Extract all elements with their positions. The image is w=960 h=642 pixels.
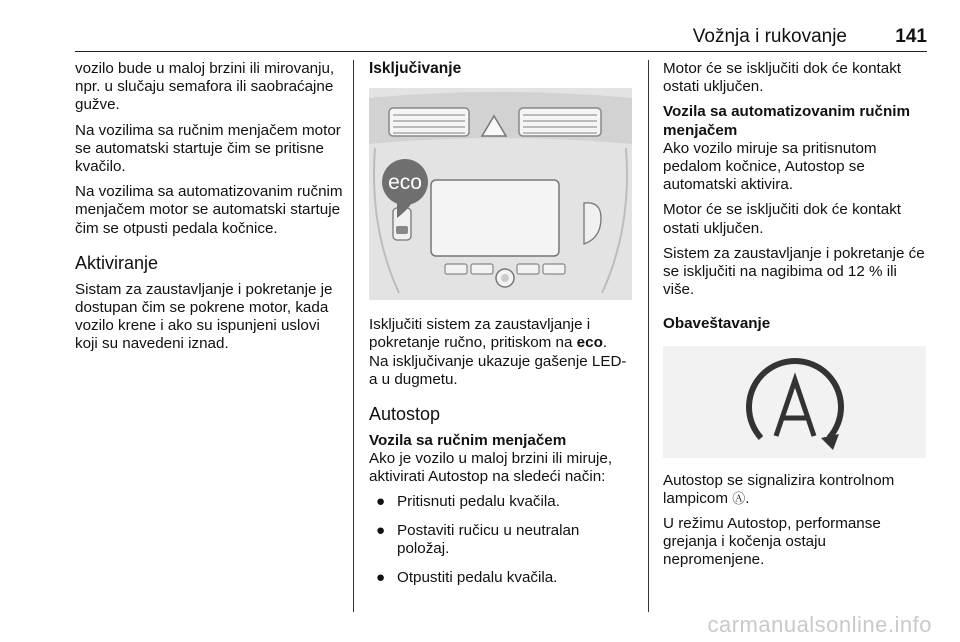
eco-label: eco — [388, 171, 422, 195]
bullet-icon: ● — [376, 492, 386, 510]
paragraph: Ako je vozilo u maloj brzini ili miruje, aktivirati Autostop na sledeći način: — [369, 450, 613, 486]
steps-list — [369, 493, 634, 588]
section-heading-iskljucivanje: Isključivanje — [369, 60, 462, 77]
column-1 — [75, 60, 345, 361]
autostop-symbol-icon: Ⓐ — [732, 490, 746, 506]
paragraph: U režimu Autostop, performanse grejanja i kočenja ostaju nepromenjene. — [663, 515, 881, 569]
column-divider — [648, 60, 649, 612]
list-item: ● Otpustiti pedalu kvačila. — [376, 569, 558, 587]
list-item: ● Pritisnuti pedalu kvačila. — [376, 492, 560, 510]
paragraph: Ako vozilo miruje sa pritisnutom pedalom kočnice, Autostop se automatski aktivira. — [663, 139, 877, 194]
section-heading-aktiviranje: Aktiviranje — [75, 252, 159, 273]
column-2 — [369, 60, 634, 598]
paragraph: Autostop se signalizira kontrolnom lampicom Ⓐ. — [663, 471, 895, 507]
paragraph: Motor će se isključiti dok će kontakt ostati uključen. — [663, 60, 902, 96]
subheading-manual-transmission: Vozila sa ručnim menjačem — [369, 432, 567, 450]
paragraph: Sistem za zaustavljanje i pokretanje će se isključiti na nagibima od 12 % ili više. — [663, 244, 925, 299]
eco-bold-text: eco — [576, 334, 603, 352]
paragraph: Na vozilima sa ručnim menjačem motor se automatski startuje čim se pritisne kvačilo. — [75, 121, 341, 176]
subheading-automated-transmission: Vozila sa automatizovanim ručnim menjačem — [663, 103, 910, 139]
bullet-icon: ● — [376, 569, 386, 587]
column-divider — [353, 60, 354, 612]
page-header — [75, 24, 927, 52]
watermark: carmanualsonline.info — [707, 612, 932, 637]
paragraph: vozilo bude u maloj brzini ili mirovanju, npr. u slučaju semafora ili saobraćajne gužve. — [75, 60, 335, 114]
page-number: 141 — [895, 26, 927, 47]
section-heading-obavestavanje: Obaveštavanje — [663, 315, 771, 333]
dashboard-eco-button-figure — [369, 88, 632, 300]
paragraph: Na vozilima sa automatizovanim ručnim menjačem motor se automatski startuje čim se otpusti pedala kočnice. — [75, 183, 343, 237]
column-3 — [663, 60, 928, 577]
paragraph: Sistam za zaustavljanje i pokretanje je dostupan čim se pokrene motor, kada vozilo krene i ako su ispunjeni uslovi koji su navedeni iznad. — [75, 280, 333, 353]
page-title: Vožnja i rukovanje — [692, 26, 847, 47]
paragraph: Motor će se isključiti dok će kontakt ostati uključen. — [663, 201, 902, 237]
bullet-icon: ● — [376, 521, 386, 539]
section-heading-autostop: Autostop — [369, 404, 441, 425]
paragraph: Isključiti sistem za zaustavljanje i pokretanje ručno, pritiskom na eco. Na isključivanje ukazuje gašenje LED-a u dugmetu. — [369, 316, 627, 388]
autostop-indicator-icon — [663, 346, 926, 458]
list-item: ● Postaviti ručicu u neutralan položaj. — [376, 521, 580, 558]
